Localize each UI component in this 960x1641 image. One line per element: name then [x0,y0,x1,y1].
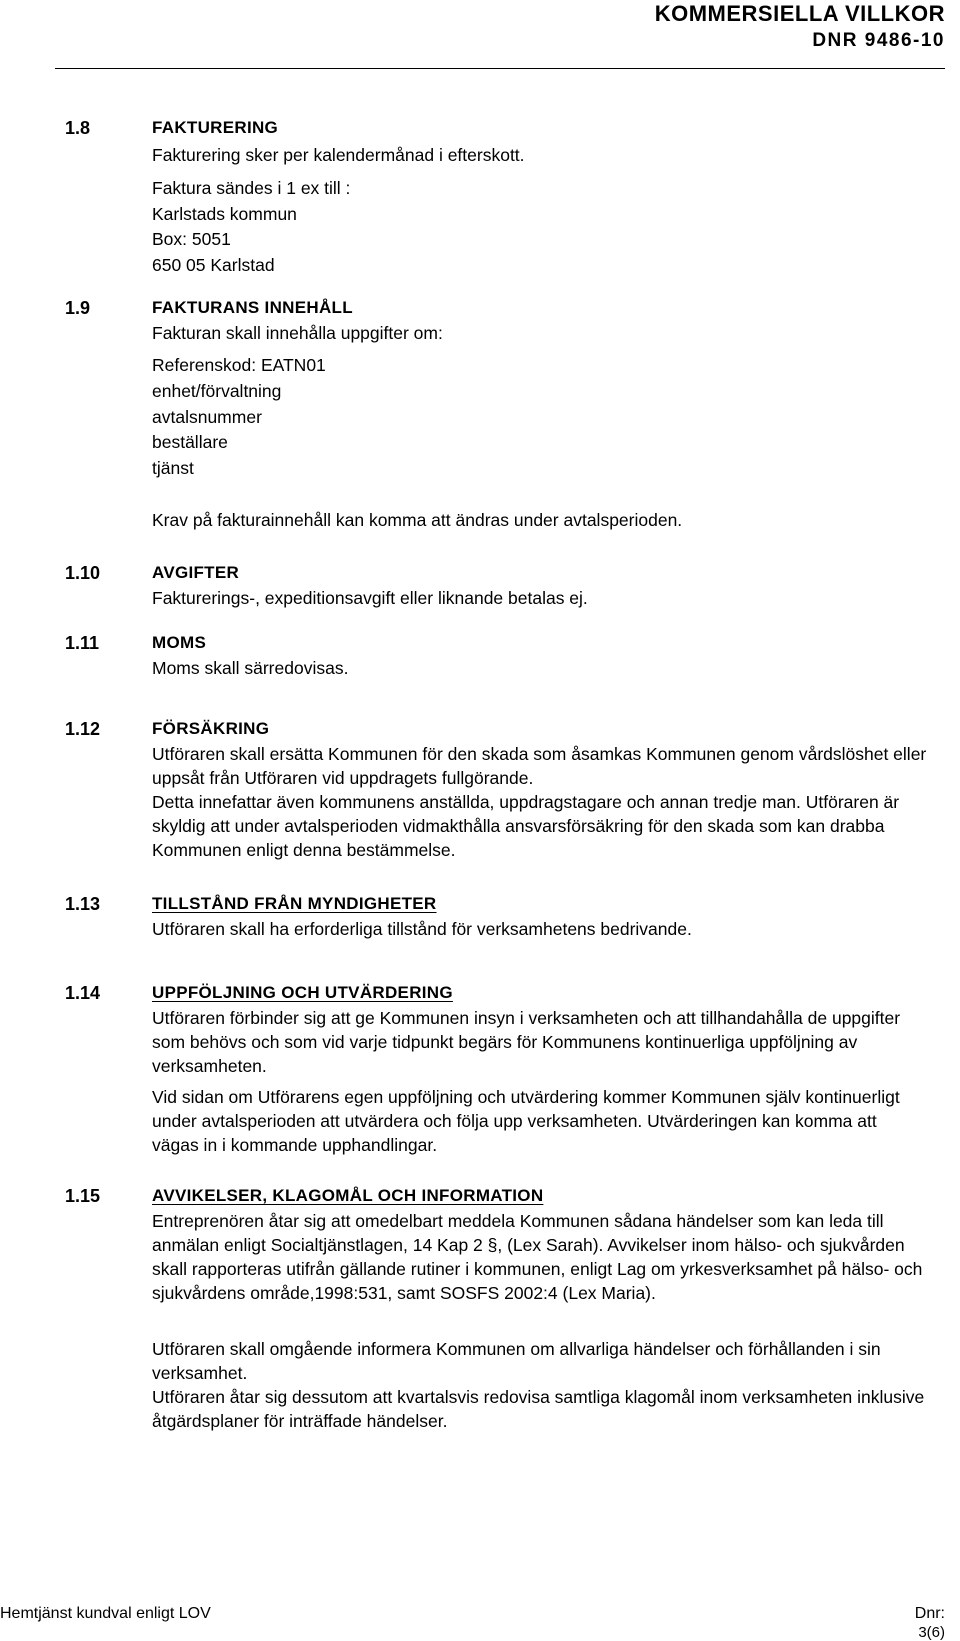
section-title: AVVIKELSER, KLAGOMÅL OCH INFORMATION [152,1186,544,1205]
section-number: 1.14 [65,983,101,1003]
body-paragraph: Detta innefattar även kommunens anställda, uppdragstagare och annan tredje man. Utföraren är skyldig att under avtalsperioden vidmakthålla ansvarsförsäkring för den skada som kan drabba Kommunen enligt denna bestämmelse. [152,792,900,860]
footer-page-number: 3(6) [918,1624,945,1641]
section-number: 1.8 [65,118,91,138]
section-number: 1.15 [65,1186,101,1206]
section-title: FÖRSÄKRING [152,719,270,738]
section-number: 1.12 [65,719,101,739]
section-title: UPPFÖLJNING OCH UTVÄRDERING [152,983,453,1002]
document-reference-number: DNR 9486-10 [812,30,945,51]
section-title: FAKTURERING [152,118,279,137]
address-line: Box: 5051 [152,229,231,249]
body-text: Moms skall särredovisas. [152,658,349,678]
list-item: beställare [152,432,228,452]
body-text: Faktura sändes i 1 ex till : [152,178,351,198]
list-item: Referenskod: EATN01 [152,355,326,375]
section-number: 1.11 [65,633,100,653]
body-paragraph: Utföraren förbinder sig att ge Kommunen insyn i verksamheten och att tillhandahålla de uppgifter som behövs och som vid varje tidpunkt begärs för Kommunens kontinuerliga uppföljning av verksamheten. [152,1008,901,1076]
section-title: MOMS [152,633,207,652]
section-number: 1.9 [65,298,91,318]
address-line: 650 05 Karlstad [152,255,275,275]
body-paragraph: Utföraren skall omgående informera Kommunen om allvarliga händelser och förhållanden i sin verksamhet. [152,1339,881,1383]
section-number: 1.10 [65,563,101,583]
header-divider [55,68,945,69]
list-item: avtalsnummer [152,407,262,427]
section-number: 1.13 [65,894,101,914]
section-title: TILLSTÅND FRÅN MYNDIGHETER [152,894,437,913]
address-line: Karlstads kommun [152,204,297,224]
body-text: Fakturerings-, expeditionsavgift eller liknande betalas ej. [152,588,588,608]
document-header-title: KOMMERSIELLA VILLKOR [654,1,945,26]
section-title: FAKTURANS INNEHÅLL [152,298,353,317]
body-paragraph: Utföraren åtar sig dessutom att kvartalsvis redovisa samtliga klagomål inom verksamheten inklusive åtgärdsplaner för inträffade händelser. [152,1387,925,1431]
footer-document-name: Hemtjänst kundval enligt LOV [0,1605,211,1622]
list-item: enhet/förvaltning [152,381,282,401]
body-paragraph: Utföraren skall ersätta Kommunen för den skada som åsamkas Kommunen genom vårdslöshet eller uppsåt från Utföraren vid uppdragets fullgörande. [152,744,927,788]
body-text: Fakturan skall innehålla uppgifter om: [152,323,443,343]
list-item: tjänst [152,458,194,478]
footer-dnr-label: Dnr: [914,1605,945,1622]
body-text: Krav på fakturainnehåll kan komma att ändras under avtalsperioden. [152,510,683,530]
section-title: AVGIFTER [152,563,240,582]
body-paragraph: Entreprenören åtar sig att omedelbart meddela Kommunen sådana händelser som kan leda till anmälan enligt Socialtjänstlagen, 14 Kap 2 §, (Lex Sarah). Avvikelser inom hälso- och sjukvården skall rapporteras utifrån gällande rutiner i kommunen, enligt Lag om yrkesverksamhet på hälso- och sjukvårdens område,1998:531, samt SOSFS 2002:4 (Lex Maria). [152,1211,923,1303]
body-paragraph: Utföraren skall ha erforderliga tillstånd för verksamhetens bedrivande. [152,919,692,939]
body-text: Fakturering sker per kalendermånad i efterskott. [152,145,525,165]
body-paragraph: Vid sidan om Utförarens egen uppföljning och utvärdering kommer Kommunen själv kontinuerligt under avtalsperioden att utvärdera och följa upp verksamheten. Utvärderingen kan komma att vägas in i kommande upphandlingar. [152,1087,900,1155]
